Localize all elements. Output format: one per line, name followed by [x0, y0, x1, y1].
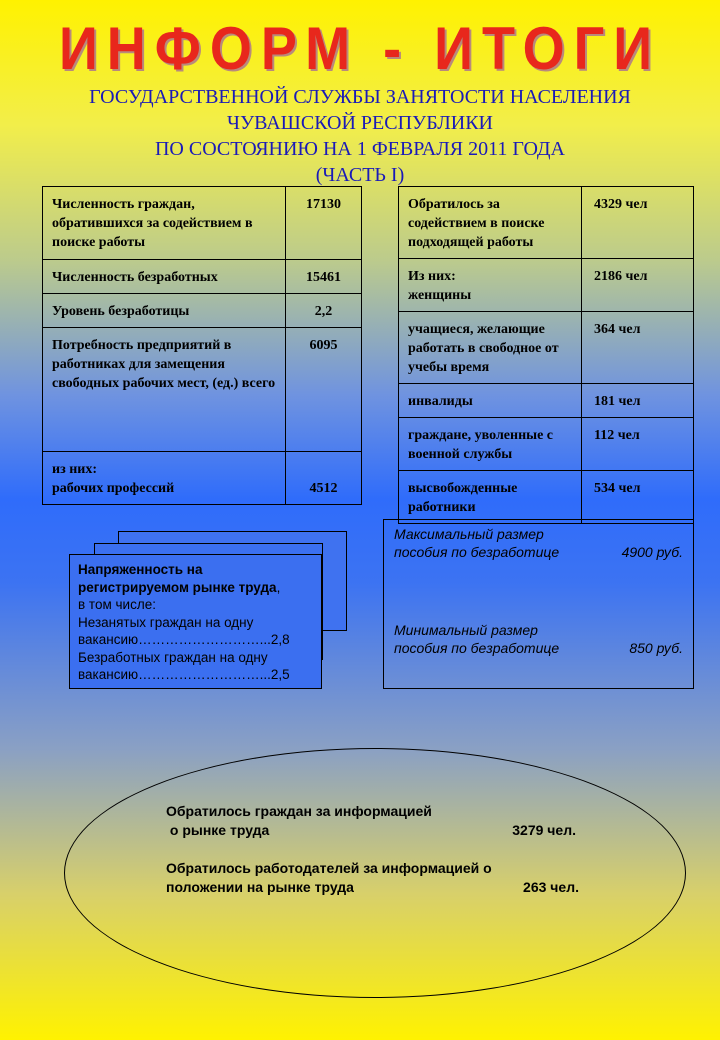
- table-row: [399, 471, 694, 524]
- benefit-min-line: Минимальный размер: [394, 622, 538, 638]
- row-label: граждане, уволенные с военной службы: [399, 418, 582, 471]
- row-value: 2186 чел: [582, 259, 694, 312]
- row-value: 181 чел: [582, 384, 694, 418]
- row-label: высвобожденные работники: [399, 471, 582, 524]
- row-label: Обратилось за содействием в поиске подходящей работы: [399, 187, 582, 259]
- row-label: [399, 259, 582, 312]
- row-label-line: женщины: [408, 288, 472, 303]
- benefit-max-label: пособия по безработице: [394, 544, 560, 560]
- benefit-min-value: 850 руб.: [629, 640, 683, 656]
- row-value: 15461: [286, 260, 362, 294]
- benefit-max-line: Максимальный размер: [394, 526, 544, 542]
- subtitle-line: ГОСУДАРСТВЕННОЙ СЛУЖБЫ ЗАНЯТОСТИ НАСЕЛЕНИЯ: [89, 86, 631, 108]
- employers-line: Обратилось работодателей за информацией о: [166, 860, 492, 876]
- row-value: 112 чел: [582, 418, 694, 471]
- benefit-max-row: [394, 543, 683, 561]
- tension-line: Безработных граждан на одну: [78, 649, 268, 665]
- row-value: 17130: [286, 187, 362, 260]
- row-label: Потребность предприятий в работниках для замещения свободных рабочих мест, (ед.) всего: [43, 328, 286, 452]
- tension-line: в том числе:: [78, 597, 156, 612]
- table-row: [43, 328, 362, 452]
- row-label: Численность безработных: [43, 260, 286, 294]
- unemployment-benefits-box: [383, 519, 694, 689]
- benefit-min-label: пособия по безработице: [394, 640, 560, 656]
- table-row: [399, 259, 694, 312]
- subtitle-line: ЧУВАШСКОЙ РЕСПУБЛИКИ: [227, 112, 493, 134]
- labor-market-tension-card: [69, 554, 322, 689]
- row-label-line: рабочих профессий: [52, 481, 175, 496]
- tension-line: вакансию………………………...2,8: [78, 632, 290, 647]
- table-row: [43, 452, 362, 505]
- row-label: [43, 452, 286, 505]
- row-label: Численность граждан, обратившихся за содействием в поиске работы: [43, 187, 286, 260]
- applicants-table: [398, 186, 694, 524]
- page-subtitle: [0, 84, 720, 188]
- table-row: [399, 418, 694, 471]
- table-row: [43, 187, 362, 260]
- row-value: 4329 чел: [582, 187, 694, 259]
- page-title: ИНФОРМ - ИТОГИ: [58, 15, 662, 83]
- citizens-line: Обратилось граждан за информацией: [166, 803, 432, 819]
- row-value: 6095: [286, 328, 362, 452]
- table-row: [399, 187, 694, 259]
- row-label: Уровень безработицы: [43, 294, 286, 328]
- info-requests: [166, 802, 586, 897]
- citizens-value: 3279 чел.: [512, 822, 576, 838]
- subtitle-line: ПО СОСТОЯНИЮ НА 1 ФЕВРАЛЯ 2011 ГОДА: [154, 138, 565, 160]
- labor-statistics-table: [42, 186, 362, 505]
- row-value: 534 чел: [582, 471, 694, 524]
- citizens-label: о рынке труда: [166, 822, 270, 838]
- tension-heading: Напряженность на регистрируемом рынке труда,: [78, 562, 281, 595]
- employers-row: [166, 878, 586, 897]
- row-label: инвалиды: [399, 384, 582, 418]
- tension-line: вакансию………………………...2,5: [78, 667, 290, 682]
- row-label-line: Из них:: [408, 269, 456, 284]
- row-value: 2,2: [286, 294, 362, 328]
- employers-value: 263 чел.: [523, 879, 579, 895]
- row-label: учащиеся, желающие работать в свободное от учебы время: [399, 312, 582, 384]
- benefit-min-row: [394, 639, 683, 657]
- table-row: [399, 312, 694, 384]
- row-label-line: из них:: [52, 462, 97, 477]
- subtitle-line: (ЧАСТЬ I): [315, 164, 405, 186]
- table-row: [43, 260, 362, 294]
- row-value: 4512: [286, 452, 362, 505]
- table-row: [399, 384, 694, 418]
- row-value: 364 чел: [582, 312, 694, 384]
- table-row: [43, 294, 362, 328]
- employers-label: положении на рынке труда: [166, 879, 354, 895]
- citizens-row: [166, 821, 586, 840]
- benefit-max-value: 4900 руб.: [621, 544, 683, 560]
- tension-line: Незанятых граждан на одну: [78, 614, 254, 630]
